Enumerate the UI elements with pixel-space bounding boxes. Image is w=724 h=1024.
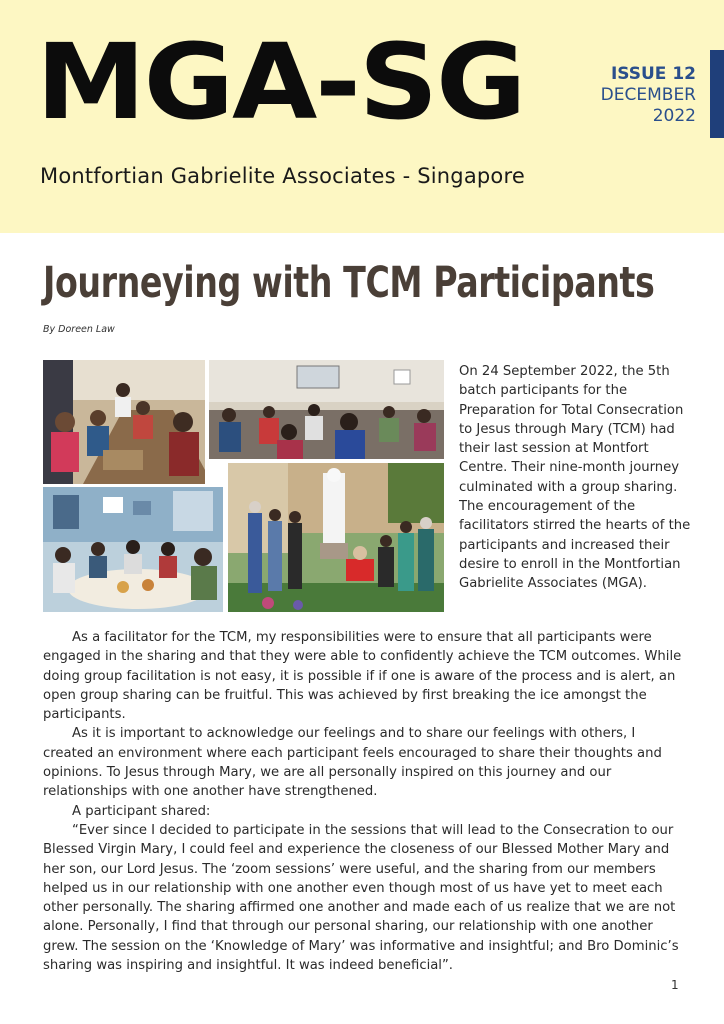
article-lead: On 24 September 2022, the 5th batch participants for the Preparation for Total Consecration to Jesus through Mary (TCM) had their last session at Montfort Centre. Their nine-month journey culminated with a group sharing. The encouragement of the facilitators stirred the hearts of the participants and increased their desire to enroll in the Montfortian Gabrielite Associates (MGA). xyxy=(459,364,691,592)
issue-year: 2022 xyxy=(652,106,696,126)
accent-bar xyxy=(710,50,724,138)
page-number: 1 xyxy=(671,978,679,992)
article-byline: By Doreen Law xyxy=(43,324,115,335)
issue-number: ISSUE 12 xyxy=(610,64,696,84)
issue-month: DECEMBER xyxy=(600,85,696,105)
article-paragraph: As a facilitator for the TCM, my responsibilities were to ensure that all participants were engaged in the sharing and that they were able to confidently achieve the TCM outcomes. While doing group facilitation is not easy, it is possible if if one is aware of the process and is alert, an open group sharing can be fruitful. This was achieved by first breaking the ice amongst the participants. xyxy=(43,630,682,723)
photo-group-statue xyxy=(228,463,444,612)
photo-restaurant-table xyxy=(43,487,223,612)
article-paragraph: As it is important to acknowledge our feelings and to share our feelings with others, I created an environment where each participant feels encouraged to share their thoughts and opinions. To Jesus through Mary, we are all personally inspired on this journey and our relationships with one another have strengthened. xyxy=(43,726,662,800)
masthead-title: MGA-SG xyxy=(36,21,525,143)
issue-info xyxy=(601,64,696,127)
article-body xyxy=(43,628,689,975)
masthead-subtitle: Montfortian Gabrielite Associates - Singapore xyxy=(40,164,525,188)
article-title: Journeying with TCM Participants xyxy=(43,258,655,308)
masthead xyxy=(0,0,724,233)
article-paragraph: A participant shared: xyxy=(72,803,211,819)
photo-dining-group xyxy=(43,360,205,484)
photo-hall-session xyxy=(209,360,444,459)
article-paragraph: “Ever since I decided to participate in the sessions that will lead to the Consecration to our Blessed Virgin Mary, I could feel and experience the closeness of our Blessed Mother Mary and her son, our Lord Jesus. The ‘zoom sessions’ were useful, and the sharing from our members helped us in our relationship with one another even though most of us have yet to meet each other personally. The sharing affirmed one another and made each of us realize that we are not alone. Personally, I find that through our personal sharing, our relationship with one another grew. The session on the ‘Knowledge of Mary’ was informative and insightful; and Bro Dominic’s sharing was inspiring and insightful. It was indeed beneficial”. xyxy=(43,822,679,974)
